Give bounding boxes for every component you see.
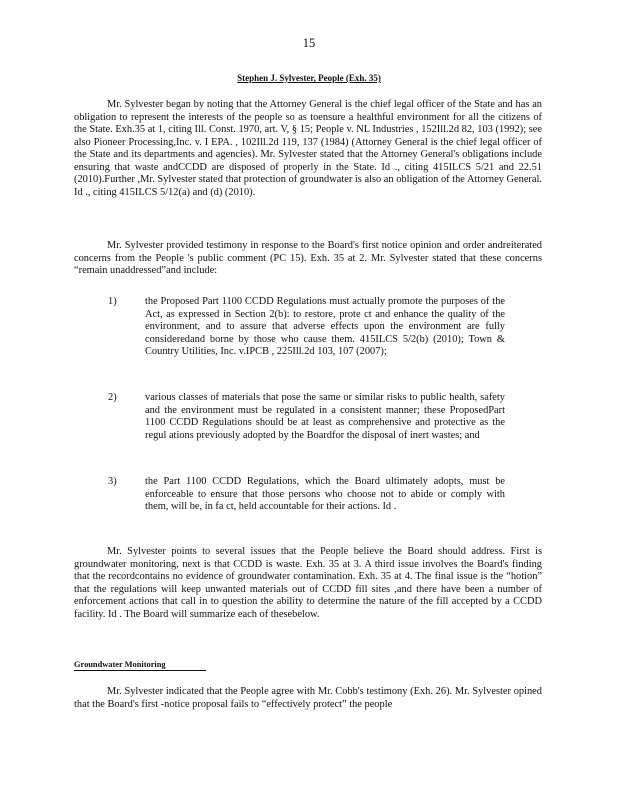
list-item-text: various classes of materials that pose the same or similar risks to public health, safety and the environment must be regulated in a consistent manner; these ProposedPart 1100 CCDD Regulations should be at least as comprehensive and protective as the regul ations previously adopted by the Boardfor the disposal of inert wastes; and bbox=[145, 392, 505, 441]
list-item-number: 2) bbox=[108, 392, 117, 403]
paragraph-3: Mr. Sylvester points to several issues that the People believe the Board should address. First is groundwater monitoring, next is that CCDD is waste. Exh. 35 at 3. A third issue involves the Board's finding that the recordcontains no evidence of groundwater contamination. Exh. 35 at 4. The final issue is the “hotion” that the regulations will keep unwanted materials out of CCDD fill sites ,and there have been a number of enforcement actions that call in to question the ability to determine the nature of the fill accepted by a CCDD facility. Id . The Board will summarize each of thesebelow. bbox=[74, 546, 542, 620]
list-item-number: 1) bbox=[108, 296, 117, 307]
list-item-number: 3) bbox=[108, 476, 117, 487]
section-heading: Stephen J. Sylvester, People (Exh. 35) bbox=[237, 73, 381, 83]
page-number: 15 bbox=[302, 36, 316, 50]
subheading: Groundwater Monitoring bbox=[74, 660, 206, 671]
paragraph-1: Mr. Sylvester began by noting that the Attorney General is the chief legal officer of the State and has an obligation to represent the interests of the people so as toensure a healthful environment for all the citizens of the State. Exh.35 at 1, citing Ill. Const. 1970, art. V, § 15; People v. NL Industries , 152Ill.2d 82, 103 (1992); see also Pioneer Processing,Inc. v. I EPA. , 102Ill.2d 119, 137 (1984) (Attorney General is the chief legal officer of the State and its departments and agencies). Mr. Sylvester stated that the Attorney General's obligations include ensuring that waste andCCDD are disposed of properly in the State. Id ., citing 415ILCS 5/21 and 22.51 (2010).Further ,Mr. Sylvester stated that protection of groundwater is also an obligation of the Attorney General. Id ., citing 415ILCS 5/12(a) and (d) (2010). bbox=[74, 99, 542, 198]
list-item-text: the Proposed Part 1100 CCDD Regulations must actually promote the purposes of the Act, as expressed in Section 2(b): to restore, prote ct and enhance the quality of the environment, and to assure that adverse effects upon the environment are fully consideredand borne by those who cause them. 415ILCS 5/2(b) (2010); Town & Country Utilities, Inc. v.IPCB , 225Ill.2d 103, 107 (2007); bbox=[145, 296, 505, 357]
list-item-text: the Part 1100 CCDD Regulations, which the Board ultimately adopts, must be enforceable to ensure that those persons who choose not to abide or comply with them, will be, in fa ct, held accountable for their actions. Id . bbox=[145, 476, 505, 512]
paragraph-4: Mr. Sylvester indicated that the People agree with Mr. Cobb's testimony (Exh. 26). Mr. Sylvester opined that the Board's first -notice proposal fails to “effectively protect” the people bbox=[74, 686, 542, 710]
paragraph-2: Mr. Sylvester provided testimony in response to the Board's first notice opinion and order andreiterated concerns from the People 's public comment (PC 15). Exh. 35 at 2. Mr. Sylvester stated that these concerns “remain unaddressed”and include: bbox=[74, 240, 542, 276]
